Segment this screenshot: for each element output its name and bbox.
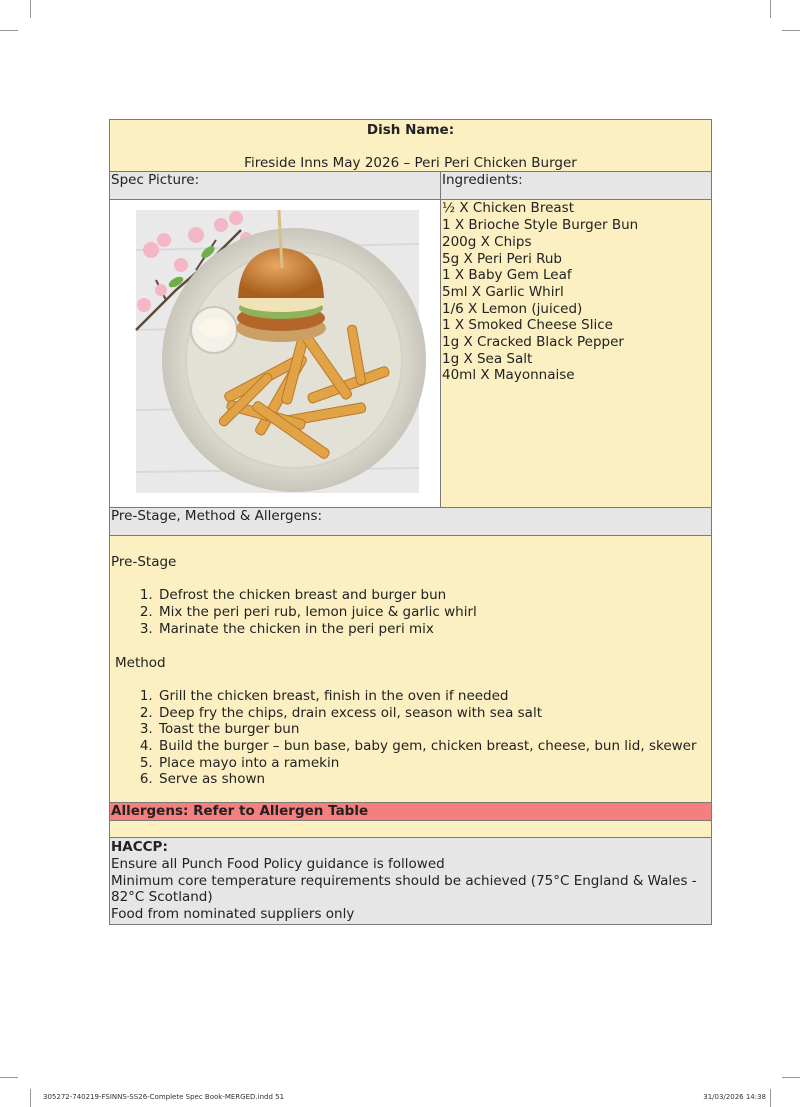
ingredient-item: ½ X Chicken Breast [442, 200, 574, 217]
dish-photo [111, 200, 441, 507]
ingredients-header: Ingredients: [441, 172, 712, 200]
ingredient-item: 200g X Chips [442, 233, 532, 250]
method-step: 4. Build the burger – bun base, baby gem, chicken breast, cheese, bun lid, skewer [157, 738, 710, 755]
method-section-header: Pre-Stage, Method & Allergens: [110, 508, 712, 536]
ingredient-item: 5g X Peri Peri Rub [442, 250, 563, 267]
ingredient-item: 1g X Sea Salt [442, 350, 533, 367]
ingredient-item: 1 X Baby Gem Leaf [442, 267, 572, 284]
method-cell [110, 536, 712, 803]
spec-sheet-table [109, 119, 712, 925]
method-step: 2. Deep fry the chips, drain excess oil, season with sea salt [157, 705, 710, 722]
method-list [111, 688, 710, 788]
prestage-step: 3. Marinate the chicken in the peri peri mix [157, 621, 710, 638]
ingredient-item: 1g X Cracked Black Pepper [442, 334, 624, 351]
spec-picture-header: Spec Picture: [110, 172, 441, 200]
haccp-label: HACCP: [111, 839, 168, 856]
prestage-title: Pre-Stage [111, 554, 177, 571]
crop-mark [770, 1089, 771, 1107]
method-step: 5. Place mayo into a ramekin [157, 755, 710, 772]
ingredients-cell [441, 200, 712, 508]
ingredient-item: 1 X Smoked Cheese Slice [442, 317, 613, 334]
prestage-step: 1. Defrost the chicken breast and burger bun [157, 587, 710, 604]
haccp-line: Ensure all Punch Food Policy guidance is followed [111, 855, 445, 872]
spec-picture-cell [110, 200, 441, 508]
prestage-list [111, 587, 710, 637]
crop-mark [782, 30, 800, 31]
allergens-row: Allergens: Refer to Allergen Table [110, 803, 712, 821]
haccp-line: Food from nominated suppliers only [111, 905, 355, 922]
crop-mark [770, 0, 771, 18]
footer-date: 31/03/2026 14:38 [703, 1093, 766, 1101]
method-step: 6. Serve as shown [157, 771, 710, 788]
footer-file: 305272-740219-FSINNS-SS26-Complete Spec Book-MERGED.indd 51 [43, 1093, 285, 1101]
dish-title-cell [110, 120, 712, 172]
crop-mark [0, 1077, 18, 1078]
crop-mark [782, 1077, 800, 1078]
method-step: 3. Toast the burger bun [157, 721, 710, 738]
ingredient-item: 1 X Brioche Style Burger Bun [442, 217, 639, 234]
haccp-line: Minimum core temperature requirements should be achieved (75°C England & Wales - 82°C Scotland) [111, 872, 697, 906]
method-title: Method [115, 655, 166, 672]
prestage-step: 2. Mix the peri peri rub, lemon juice & garlic whirl [157, 604, 710, 621]
ingredient-item: 40ml X Mayonnaise [442, 367, 575, 384]
crop-mark [30, 1089, 31, 1107]
ingredient-item: 5ml X Garlic Whirl [442, 283, 564, 300]
crop-mark [0, 30, 18, 31]
haccp-cell [110, 838, 712, 925]
dish-name-label: Dish Name: [366, 122, 455, 138]
spacer-row [110, 821, 712, 838]
crop-mark [30, 0, 31, 18]
ingredient-item: 1/6 X Lemon (juiced) [442, 300, 583, 317]
dish-name: Fireside Inns May 2026 – Peri Peri Chicken Burger [244, 154, 577, 171]
method-step: 1. Grill the chicken breast, finish in the oven if needed [157, 688, 710, 705]
